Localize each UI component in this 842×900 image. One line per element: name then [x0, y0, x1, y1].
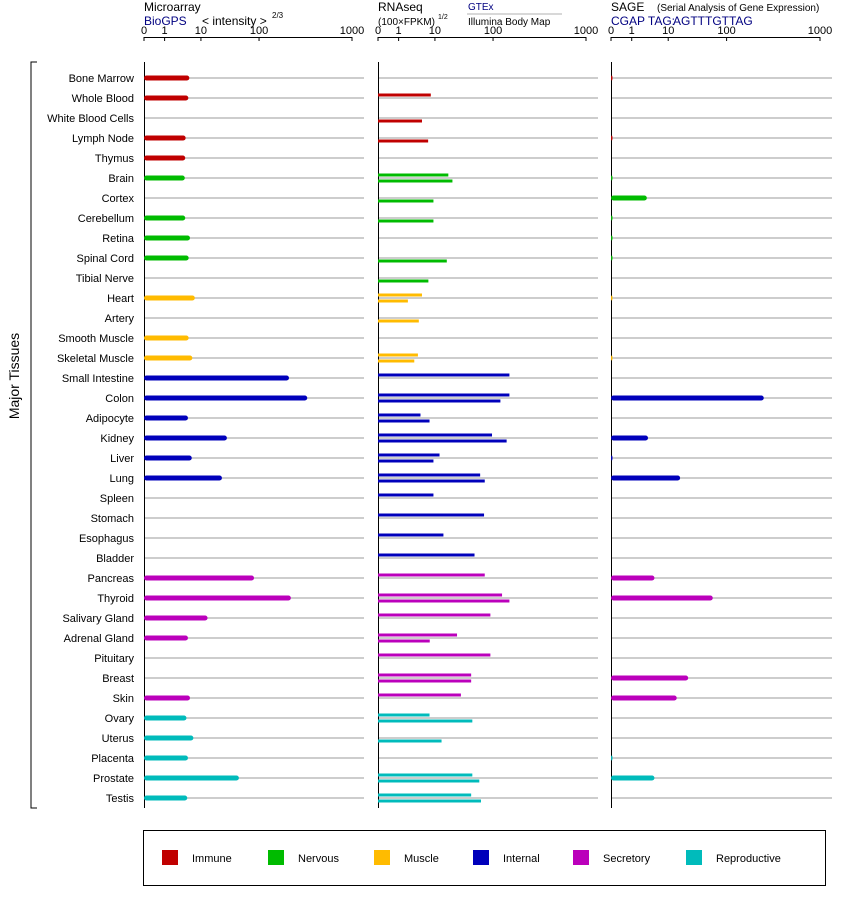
bar-microarray-uterus	[144, 736, 193, 741]
bar-rnaseq-ibm-skeletal-muscle	[378, 360, 414, 363]
bar-microarray-bone-marrow	[144, 76, 189, 81]
panel-unit: (100×FPKM)	[378, 17, 435, 28]
bar-rnaseq-gtex-brain	[378, 174, 448, 177]
bar-sage-skeletal-muscle	[611, 356, 613, 361]
bar-microarray-adipocyte	[144, 416, 188, 421]
axis-tick-label: 0	[607, 25, 615, 37]
bar-sage-retina	[611, 236, 613, 241]
panel-title: SAGE	[611, 0, 645, 14]
bar-rnaseq-gtex-esophagus	[378, 534, 443, 537]
legend-layer	[144, 831, 826, 886]
axis-tick-label: 100	[249, 25, 269, 37]
bar-microarray-prostate	[144, 776, 239, 781]
bar-rnaseq-ibm-cortex	[378, 200, 433, 203]
bar-rnaseq-ibm-cerebellum	[378, 220, 433, 223]
row-label-tibial-nerve: Tibial Nerve	[75, 273, 134, 285]
legend-label-muscle: Muscle	[404, 853, 439, 865]
row-label-bone-marrow: Bone Marrow	[68, 73, 134, 85]
row-label-esophagus: Esophagus	[78, 533, 134, 545]
bar-microarray-colon	[144, 396, 307, 401]
bar-rnaseq-gtex-heart	[378, 294, 422, 297]
bar-rnaseq-gtex-adipocyte	[378, 414, 420, 417]
bar-microarray-liver	[144, 456, 192, 461]
bar-rnaseq-ibm-tibial-nerve	[378, 280, 428, 283]
legend-swatch-muscle	[374, 850, 390, 865]
row-label-white-blood-cells: White Blood Cells	[47, 113, 134, 125]
row-label-lung: Lung	[109, 473, 134, 485]
row-label-breast: Breast	[102, 673, 134, 685]
row-label-prostate: Prostate	[93, 773, 134, 785]
row-label-lymph-node: Lymph Node	[72, 133, 134, 145]
bar-rnaseq-gtex-lung	[378, 474, 480, 477]
axis-tick-label: 1000	[807, 25, 833, 37]
bar-microarray-adrenal-gland	[144, 636, 188, 641]
bar-rnaseq-ibm-colon	[378, 400, 500, 403]
bar-sage-colon	[611, 396, 764, 401]
bar-microarray-brain	[144, 176, 185, 181]
bar-sage-skin	[611, 696, 677, 701]
bar-microarray-spinal-cord	[144, 256, 189, 261]
row-label-skin: Skin	[112, 693, 134, 705]
tag-prefix: CGAP TAG:	[611, 14, 676, 28]
row-label-artery: Artery	[104, 313, 134, 325]
unit-exponent: 2/3	[272, 11, 284, 20]
panel-microarray	[141, 0, 364, 808]
bar-rnaseq-gtex-pituitary	[378, 654, 490, 657]
bar-rnaseq-gtex-small-intestine	[378, 374, 509, 377]
bar-sage-bone-marrow	[611, 76, 613, 81]
axis-tick-label: 0	[140, 25, 148, 37]
bar-sage-thyroid	[611, 596, 713, 601]
bar-microarray-salivary-gland	[144, 616, 208, 621]
bar-rnaseq-gtex-kidney	[378, 434, 492, 437]
tag-sequence: AGTTTGTTAG	[673, 14, 753, 28]
bar-rnaseq-gtex-skin	[378, 694, 461, 697]
bar-sage-cortex	[611, 196, 647, 201]
axis-tick-label: 100	[717, 25, 736, 37]
bar-rnaseq-ibm-prostate	[378, 780, 479, 783]
bar-rnaseq-ibm-liver	[378, 460, 433, 463]
row-label-colon: Colon	[105, 393, 134, 405]
unit-exponent: 1/2	[438, 14, 448, 21]
bar-microarray-skin	[144, 696, 190, 701]
bar-microarray-retina	[144, 236, 190, 241]
bar-sage-lung	[611, 476, 680, 481]
legend-label-internal: Internal	[503, 853, 540, 865]
bar-microarray-thymus	[144, 156, 185, 161]
panel-sage	[608, 0, 832, 808]
bar-rnaseq-ibm-white-blood-cells	[378, 120, 422, 123]
bar-rnaseq-gtex-ovary	[378, 714, 430, 717]
bar-microarray-lymph-node	[144, 136, 186, 141]
axis-tick-label: 10	[662, 25, 675, 37]
row-label-spinal-cord: Spinal Cord	[76, 253, 134, 265]
bar-sage-placenta	[611, 756, 613, 761]
bar-microarray-cerebellum	[144, 216, 185, 221]
row-label-skeletal-muscle: Skeletal Muscle	[56, 353, 134, 365]
axis-tick-label: 10	[194, 25, 208, 37]
bar-microarray-lung	[144, 476, 222, 481]
bar-rnaseq-ibm-lung	[378, 480, 485, 483]
bar-microarray-kidney	[144, 436, 227, 441]
bar-sage-breast	[611, 676, 688, 681]
bar-microarray-skeletal-muscle	[144, 356, 192, 361]
row-label-small-intestine: Small Intestine	[61, 373, 134, 385]
bar-rnaseq-gtex-colon	[378, 394, 509, 397]
legend-swatch-nervous	[268, 850, 284, 865]
source-illumina: Illumina Body Map	[468, 17, 551, 28]
bar-microarray-thyroid	[144, 596, 291, 601]
bar-rnaseq-gtex-testis	[378, 794, 471, 797]
bar-rnaseq-ibm-adipocyte	[378, 420, 430, 423]
row-label-heart: Heart	[107, 293, 134, 305]
bar-sage-heart	[611, 296, 613, 301]
legend-label-nervous: Nervous	[298, 853, 339, 865]
row-label-bladder: Bladder	[96, 553, 134, 565]
side-title: Major Tissues	[6, 332, 22, 420]
legend-swatch-immune	[162, 850, 178, 865]
bar-rnaseq-gtex-spleen	[378, 494, 433, 497]
bar-sage-brain	[611, 176, 613, 181]
axis-tick-label: 10	[428, 25, 442, 37]
axis-tick-label: 1000	[339, 25, 365, 37]
bar-microarray-small-intestine	[144, 376, 289, 381]
bar-rnaseq-ibm-kidney	[378, 440, 507, 443]
legend-label-secretory: Secretory	[603, 853, 651, 865]
bar-microarray-ovary	[144, 716, 186, 721]
legend-swatch-internal	[473, 850, 489, 865]
bar-sage-pancreas	[611, 576, 654, 581]
row-label-testis: Testis	[105, 793, 134, 805]
bar-rnaseq-gtex-liver	[378, 454, 440, 457]
bar-rnaseq-gtex-whole-blood	[378, 94, 431, 97]
bar-rnaseq-ibm-testis	[378, 800, 481, 803]
axis-tick-label: 0	[374, 25, 382, 37]
bar-sage-cerebellum	[611, 216, 613, 221]
legend-swatch-secretory	[573, 850, 589, 865]
bar-rnaseq-ibm-artery	[378, 320, 419, 323]
bar-rnaseq-gtex-adrenal-gland	[378, 634, 457, 637]
row-label-uterus: Uterus	[101, 733, 134, 745]
axis-tick-label: 100	[483, 25, 503, 37]
axis-tick-label: 1000	[573, 25, 599, 37]
bar-microarray-whole-blood	[144, 96, 188, 101]
bar-rnaseq-gtex-pancreas	[378, 574, 485, 577]
bar-rnaseq-ibm-uterus	[378, 740, 442, 743]
bar-rnaseq-gtex-prostate	[378, 774, 472, 777]
bar-microarray-heart	[144, 296, 195, 301]
row-label-adrenal-gland: Adrenal Gland	[63, 633, 134, 645]
row-label-cortex: Cortex	[101, 193, 134, 205]
source-gtex: GTEx	[468, 2, 494, 13]
axis-tick-label: 1	[395, 25, 402, 37]
legend-label-reproductive: Reproductive	[716, 853, 781, 865]
panel-title: Microarray	[144, 0, 201, 14]
bar-microarray-pancreas	[144, 576, 254, 581]
bar-rnaseq-gtex-salivary-gland	[378, 614, 490, 617]
row-label-thymus: Thymus	[94, 153, 134, 165]
bar-rnaseq-ibm-thyroid	[378, 600, 509, 603]
bar-rnaseq-ibm-breast	[378, 680, 471, 683]
bar-rnaseq-gtex-bladder	[378, 554, 475, 557]
bar-rnaseq-gtex-thyroid	[378, 594, 502, 597]
bar-rnaseq-ibm-ovary	[378, 720, 472, 723]
bar-rnaseq-gtex-stomach	[378, 514, 484, 517]
panel-source: BioGPS	[144, 14, 187, 28]
row-label-smooth-muscle: Smooth Muscle	[58, 333, 134, 345]
panel-title: RNAseq	[378, 0, 423, 14]
bar-sage-prostate	[611, 776, 654, 781]
row-label-adipocyte: Adipocyte	[85, 413, 134, 425]
bar-sage-lymph-node	[611, 136, 613, 141]
row-label-pituitary: Pituitary	[94, 653, 134, 665]
row-label-ovary: Ovary	[104, 713, 134, 725]
panel-unit: < intensity >	[202, 14, 267, 28]
row-label-liver: Liver	[110, 453, 134, 465]
row-label-pancreas: Pancreas	[87, 573, 134, 585]
bar-rnaseq-gtex-skeletal-muscle	[378, 354, 418, 357]
panel-rnaseq	[375, 0, 598, 808]
bar-rnaseq-ibm-heart	[378, 300, 408, 303]
row-label-placenta: Placenta	[91, 753, 134, 765]
row-label-stomach: Stomach	[90, 513, 134, 525]
row-label-kidney: Kidney	[100, 433, 134, 445]
bar-microarray-placenta	[144, 756, 188, 761]
row-label-salivary-gland: Salivary Gland	[62, 613, 134, 625]
row-label-brain: Brain	[108, 173, 134, 185]
axis-tick-label: 1	[161, 25, 168, 37]
bar-sage-kidney	[611, 436, 648, 441]
bar-rnaseq-ibm-spinal-cord	[378, 260, 447, 263]
bar-rnaseq-ibm-brain	[378, 180, 452, 183]
bar-microarray-smooth-muscle	[144, 336, 189, 341]
bar-rnaseq-gtex-breast	[378, 674, 471, 677]
row-label-retina: Retina	[102, 233, 134, 245]
panel-title-note: (Serial Analysis of Gene Expression)	[657, 3, 820, 14]
axis-tick-label: 1	[628, 25, 635, 37]
row-label-whole-blood: Whole Blood	[71, 93, 134, 105]
bar-rnaseq-ibm-lymph-node	[378, 140, 428, 143]
row-label-spleen: Spleen	[99, 493, 134, 505]
bar-sage-spinal-cord	[611, 256, 613, 261]
bar-microarray-testis	[144, 796, 187, 801]
bar-sage-liver	[611, 456, 613, 461]
row-label-cerebellum: Cerebellum	[77, 213, 134, 225]
panels-layer	[141, 0, 832, 808]
bar-rnaseq-ibm-adrenal-gland	[378, 640, 430, 643]
legend-label-immune: Immune	[192, 853, 232, 865]
tissue-bracket	[31, 62, 37, 808]
side-label-layer	[6, 62, 135, 808]
row-label-thyroid: Thyroid	[97, 593, 134, 605]
legend-swatch-reproductive	[686, 850, 702, 865]
